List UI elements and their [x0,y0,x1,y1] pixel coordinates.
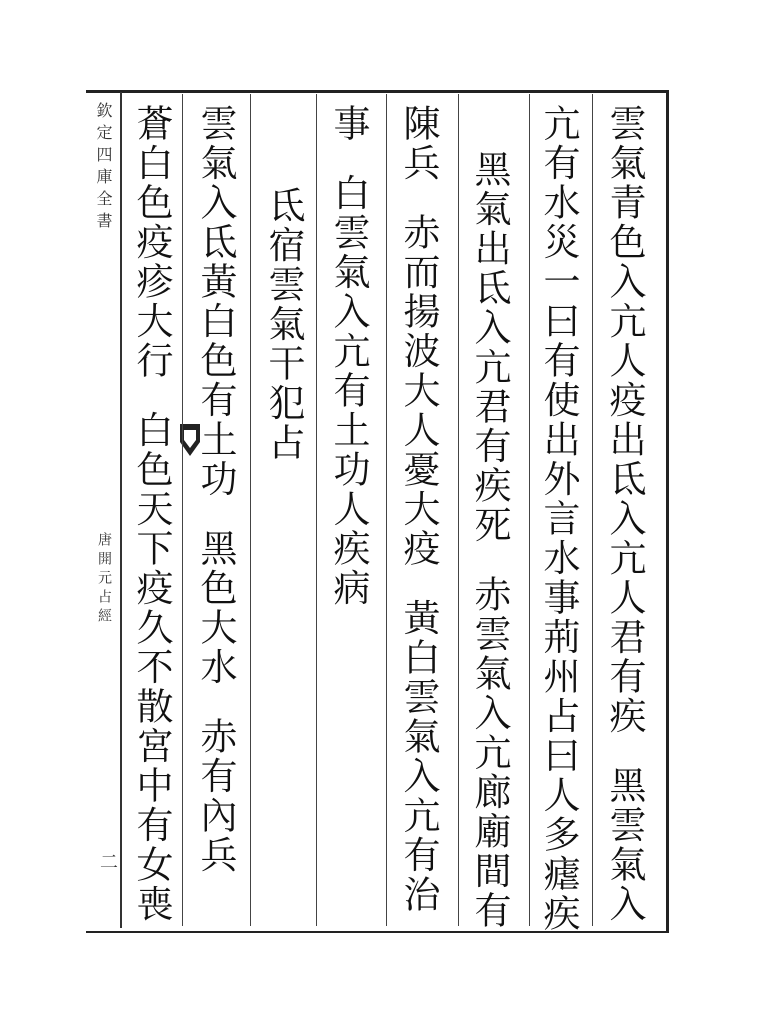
margin-strip [86,92,122,928]
text-segment: 赤而揚波大人憂大疫 [397,213,440,569]
text-column-3 [468,150,510,931]
text-column-7 [194,104,236,875]
text-column-5 [327,104,369,608]
text-segment: 雲氣青色入亢人疫出氐入亢人君有疾 [603,104,646,736]
page-frame [86,90,669,933]
section-title: 唐開元占經 [96,532,112,627]
text-segment: 黑雲氣入 [603,766,646,924]
text-segment: 事 [327,104,370,144]
text-column-6 [262,186,304,463]
page-number: 二 [97,852,118,876]
text-segment: 赤雲氣入亢廊廟間有 [468,575,511,931]
text-column-1 [603,104,645,924]
text-column-4 [397,104,439,915]
text-segment: 黃白雲氣入亢有治 [397,598,440,915]
column-rule [316,94,317,926]
text-segment: 黑氣出氐入亢君有疾死 [468,150,511,545]
text-segment: 赤有內兵 [194,717,237,875]
text-segment: 黑色大水 [194,529,237,687]
column-rule [458,94,459,926]
column-rule [529,94,530,926]
text-column-2 [537,104,579,934]
column-rule [250,94,251,926]
text-segment: 白色天下疫久不散宮中有女喪 [130,410,173,924]
text-segment: 陳兵 [397,104,440,183]
text-segment: 雲氣入氐黃白色有土功 [194,104,237,499]
column-rule [386,94,387,926]
text-column-8 [130,104,172,924]
text-segment: 亢有水災一曰有使出外言水事荊州占曰人多瘧疾 [537,104,580,934]
text-segment: 白雲氣入亢有土功人疾病 [327,173,370,608]
text-segment: 氐宿雲氣干犯占 [262,186,305,463]
column-rule [182,94,183,926]
column-rule [592,94,593,926]
text-segment: 蒼白色疫疹大行 [130,104,173,381]
book-title: 欽定四庫全書 [94,102,113,234]
